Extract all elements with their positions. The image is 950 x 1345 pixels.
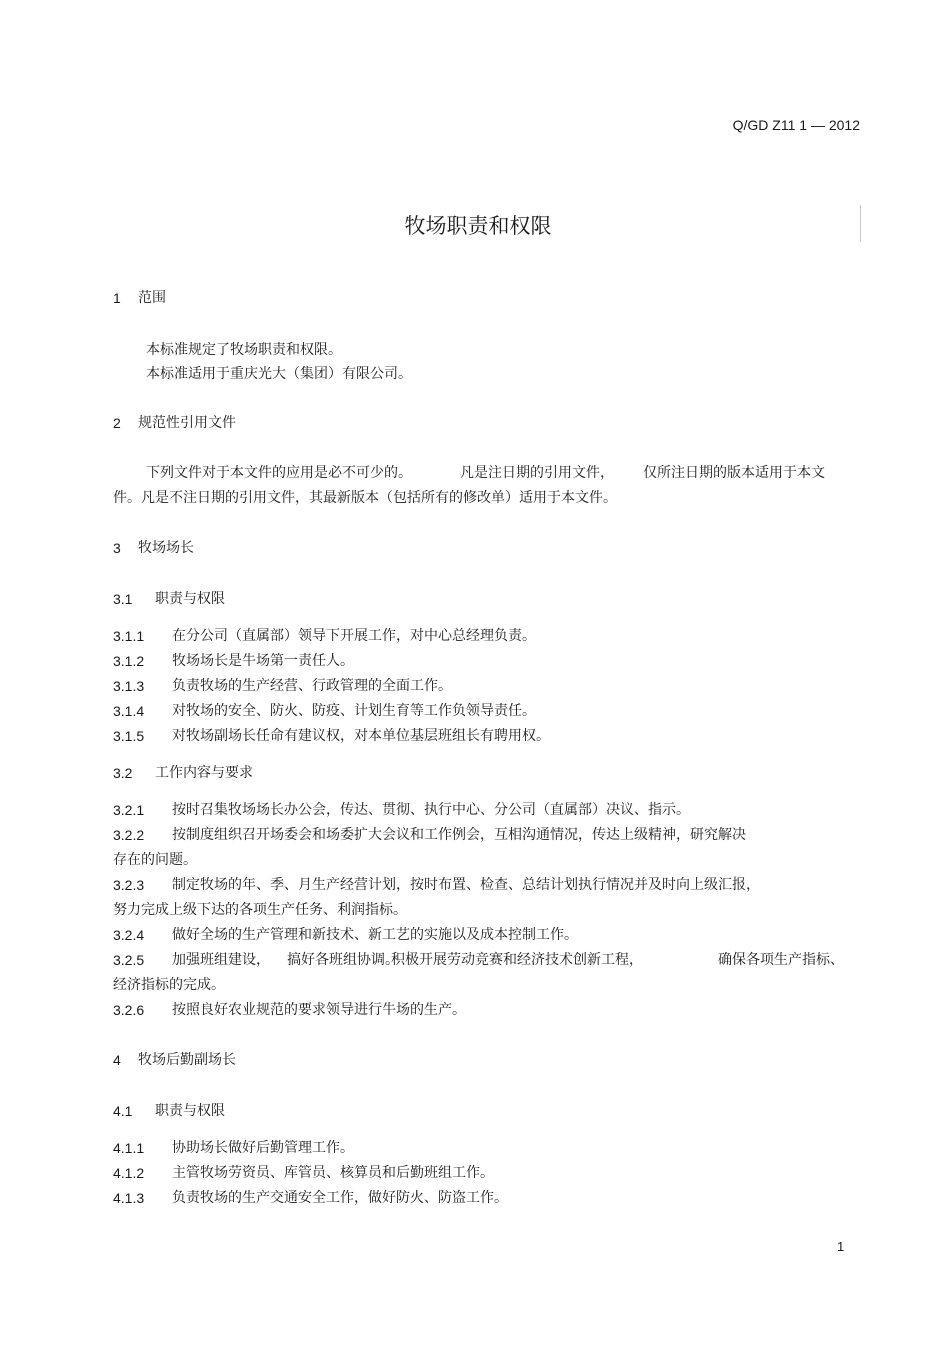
- item-3-1-4-text: 对牧场的安全、防火、防疫、计划生育等工作负领导责任。: [172, 703, 536, 719]
- item-3-2-3-number: 3.2.3: [113, 877, 145, 893]
- item-3-2-4-number: 3.2.4: [113, 927, 145, 943]
- item-4-1-3-number: 4.1.3: [113, 1190, 145, 1206]
- item-3-1-5-number: 3.1.5: [113, 728, 145, 744]
- item-3-2-6-number: 3.2.6: [113, 1002, 145, 1018]
- document-code: Q/GD Z11 1 — 2012: [732, 117, 860, 133]
- item-4-1-2-text: 主管牧场劳资员、库管员、核算员和后勤班组工作。: [172, 1165, 494, 1181]
- section-1-paragraph-2: 本标准适用于重庆光大（集团）有限公司。: [146, 366, 412, 382]
- item-3-2-5-number: 3.2.5: [113, 952, 145, 968]
- item-3-2-5-text-part-4: 确保各项生产指标、: [718, 952, 844, 968]
- section-2-heading: 规范性引用文件: [138, 415, 236, 431]
- section-3-1-number: 3.1: [113, 591, 133, 607]
- item-3-2-5-continuation: 经济指标的完成。: [113, 977, 225, 993]
- section-4-number: 4: [113, 1052, 121, 1068]
- item-4-1-2-number: 4.1.2: [113, 1165, 145, 1181]
- item-4-1-1-text: 协助场长做好后勤管理工作。: [172, 1140, 354, 1156]
- item-3-2-3-continuation: 努力完成上级下达的各项生产任务、利润指标。: [113, 902, 407, 918]
- item-3-2-4-text: 做好全场的生产管理和新技术、新工艺的实施以及成本控制工作。: [172, 927, 578, 943]
- item-3-2-6-text: 按照良好农业规范的要求领导进行牛场的生产。: [172, 1002, 466, 1018]
- section-3-1-heading: 职责与权限: [155, 591, 225, 607]
- page-title: 牧场职责和权限: [404, 214, 552, 238]
- section-2-text-part-3: 仅所注日期的版本适用于本文: [643, 465, 825, 481]
- item-3-1-3-number: 3.1.3: [113, 678, 145, 694]
- item-3-2-5-text-part-2: 搞好各班组协调。: [287, 952, 399, 968]
- section-4-heading: 牧场后勤副场长: [138, 1052, 236, 1068]
- section-1-heading: 范围: [138, 290, 166, 306]
- item-3-1-5-text: 对牧场副场长任命有建议权，对本单位基层班组长有聘用权。: [172, 728, 550, 744]
- section-2-text-part-1: 下列文件对于本文件的应用是必不可少的。: [146, 465, 412, 481]
- item-4-1-1-number: 4.1.1: [113, 1140, 145, 1156]
- item-3-2-1-text: 按时召集牧场场长办公会，传达、贯彻、执行中心、分公司（直属部）决议、指示。: [172, 802, 690, 818]
- item-4-1-3-text: 负责牧场的生产交通安全工作，做好防火、防盗工作。: [172, 1190, 508, 1206]
- item-3-1-4-number: 3.1.4: [113, 703, 145, 719]
- item-3-1-2-number: 3.1.2: [113, 653, 145, 669]
- item-3-1-1-number: 3.1.1: [113, 628, 145, 644]
- section-1-paragraph-1: 本标准规定了牧场职责和权限。: [146, 342, 342, 358]
- section-2-number: 2: [113, 415, 121, 431]
- section-3-2-number: 3.2: [113, 765, 133, 781]
- section-2-text-part-2: 凡是注日期的引用文件，: [460, 465, 614, 481]
- item-3-2-2-number: 3.2.2: [113, 827, 145, 843]
- item-3-2-1-number: 3.2.1: [113, 802, 145, 818]
- section-1-number: 1: [113, 290, 121, 306]
- item-3-2-3-text: 制定牧场的年、季、月生产经营计划，按时布置、检查、总结计划执行情况并及时向上级汇报，: [172, 877, 760, 893]
- item-3-2-5-text-part-3: 积极开展劳动竞赛和经济技术创新工程，: [391, 952, 643, 968]
- section-4-1-heading: 职责与权限: [155, 1103, 225, 1119]
- section-3-heading: 牧场场长: [138, 540, 194, 556]
- page-number: 1: [837, 1239, 845, 1254]
- section-3-2-heading: 工作内容与要求: [155, 765, 253, 781]
- item-3-1-3-text: 负责牧场的生产经营、行政管理的全面工作。: [172, 678, 452, 694]
- item-3-1-1-text: 在分公司（直属部）领导下开展工作，对中心总经理负责。: [172, 628, 536, 644]
- section-4-1-number: 4.1: [113, 1103, 133, 1119]
- item-3-2-2-continuation: 存在的问题。: [113, 852, 197, 868]
- item-3-2-5-text-part-1: 加强班组建设，: [172, 952, 270, 968]
- item-3-2-2-text: 按制度组织召开场委会和场委扩大会议和工作例会，互相沟通情况，传达上级精神，研究解决: [172, 827, 746, 843]
- item-3-1-2-text: 牧场场长是牛场第一责任人。: [172, 653, 354, 669]
- section-3-number: 3: [113, 540, 121, 556]
- section-2-text-line-2: 件。凡是不注日期的引用文件，其最新版本（包括所有的修改单）适用于本文件。: [113, 490, 617, 506]
